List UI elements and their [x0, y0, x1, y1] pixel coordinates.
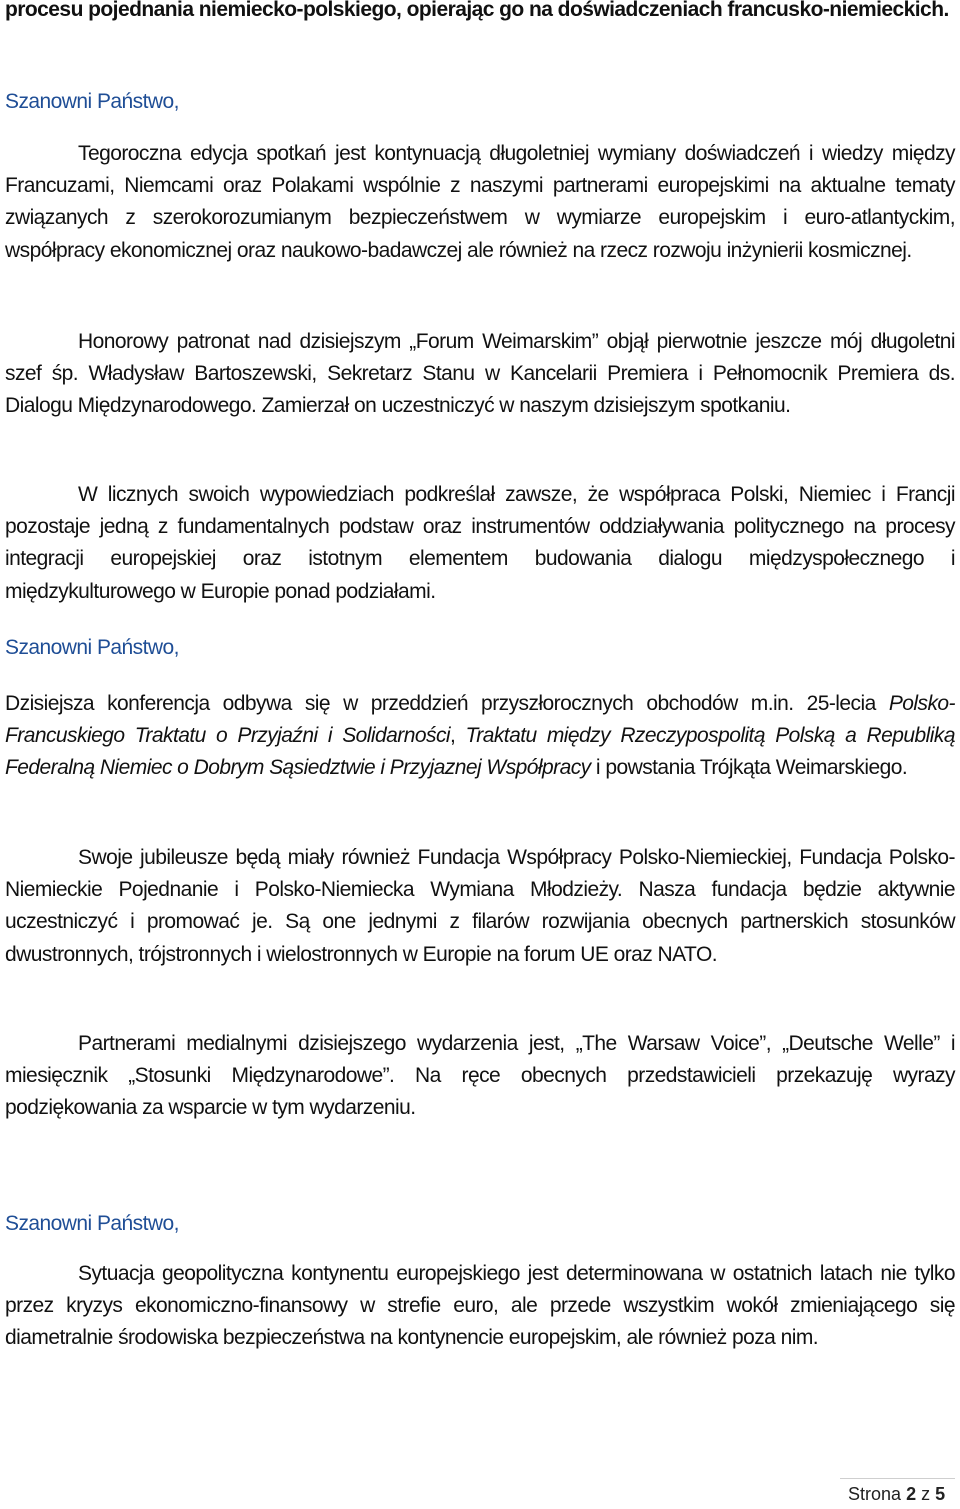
paragraph-2: Honorowy patronat nad dzisiejszym „Forum Weimarskim” objął pierwotnie jeszcze mój długoletni szef śp. Władysław Bartoszewski, Sekretarz Stanu w Kancelarii Premiera i Pełnomocnik Premiera ds. Dialogu Międzynarodowego. Zamierzał on uczestniczyć w naszym dzisiejszym spotkaniu.	[5, 330, 955, 418]
treaty-polish-german: Traktatu między Rzeczypospolitą Polską a Republiką Federalną Niemiec o Dobrym Sąsiedztwie i Przyjaznej Współpracy	[5, 724, 955, 780]
greeting-2: Szanowni Państwo,	[5, 636, 179, 659]
paragraph-4-lead: Dzisiejsza konferencja odbywa się w przeddzień przyszłorocznych obchodów m.in. 25-lecia	[5, 692, 889, 715]
paragraph-4	[5, 688, 955, 785]
paragraph-4-end: i powstania Trójkąta Weimarskiego.	[590, 756, 908, 780]
footer-total-pages: 5	[935, 1484, 946, 1504]
footer-label: Strona	[848, 1484, 902, 1504]
paragraph-3: W licznych swoich wypowiedziach podkreślał zawsze, że współpraca Polski, Niemiec i Francji pozostaje jedną z fundamentalnych podstaw oraz instrumentów oddziaływania politycznego na procesy integracji europejskiej oraz istotnym elementem budowania dialogu międzyspołecznego i międzykulturowego w Europie ponad podziałami.	[5, 483, 955, 603]
paragraph-7: Sytuacja geopolityczna kontynentu europejskiego jest determinowana w ostatnich latach nie tylko przez kryzys ekonomiczno-finansowy w strefie euro, ale przede wszystkim wokół zmieniającego się diametralnie środowiska bezpieczeństwa na kontynencie europejskim, ale również poza nim.	[5, 1262, 955, 1350]
paragraph-5: Swoje jubileusze będą miały również Fundacja Współpracy Polsko-Niemieckiej, Fundacja Polsko-Niemieckie Pojednanie i Polsko-Niemiecka Wymiana Młodzieży. Nasza fundacja będzie aktywnie uczestniczyć i promować je. Są one jednymi z filarów rozwijania obecnych partnerskich stosunków dwustronnych, trójstronnych i wielostronnych w Europie na forum UE oraz NATO.	[5, 846, 955, 966]
paragraph-1-intro: Tegoroczna edycja spotkań jest kontynuacją długoletniej wymiany doświadczeń i wiedzy między Francuzami, Niemcami oraz Polakami wspólnie z naszymi partnerami europejskimi na aktualne tematy związanych z szerokorozumianym bezpieczeństwem w wymiarze europejskim i euro-atlantyckim, współpracy ekonomicznej oraz naukowo-badawczej ale również na rzecz rozwoju inżynierii kosmicznej.	[5, 142, 955, 262]
greeting-1: Szanowni Państwo,	[5, 90, 179, 113]
paragraph-continuation: procesu pojednania niemiecko-polskiego, opierając go na doświadczeniach francusko-niemieckich.	[5, 0, 949, 21]
greeting-3: Szanowni Państwo,	[5, 1212, 179, 1235]
footer-separator: z	[921, 1484, 931, 1504]
paragraph-4-comma: ,	[450, 724, 466, 748]
footer-current-page: 2	[906, 1484, 917, 1504]
footer-rule	[840, 1478, 955, 1479]
paragraph-6: Partnerami medialnymi dzisiejszego wydarzenia jest, „The Warsaw Voice”, „Deutsche Welle” i miesięcznik „Stosunki Międzynarodowe”. Na ręce obecnych przedstawicieli przekazuję wyrazy podziękowania za wsparcie w tym wydarzeniu.	[5, 1032, 955, 1120]
paragraph-1	[5, 138, 955, 267]
treaty-polish-french: Polsko-Francuskiego Traktatu o Przyjaźni i Solidarności	[5, 692, 955, 748]
page-footer	[848, 1484, 945, 1505]
